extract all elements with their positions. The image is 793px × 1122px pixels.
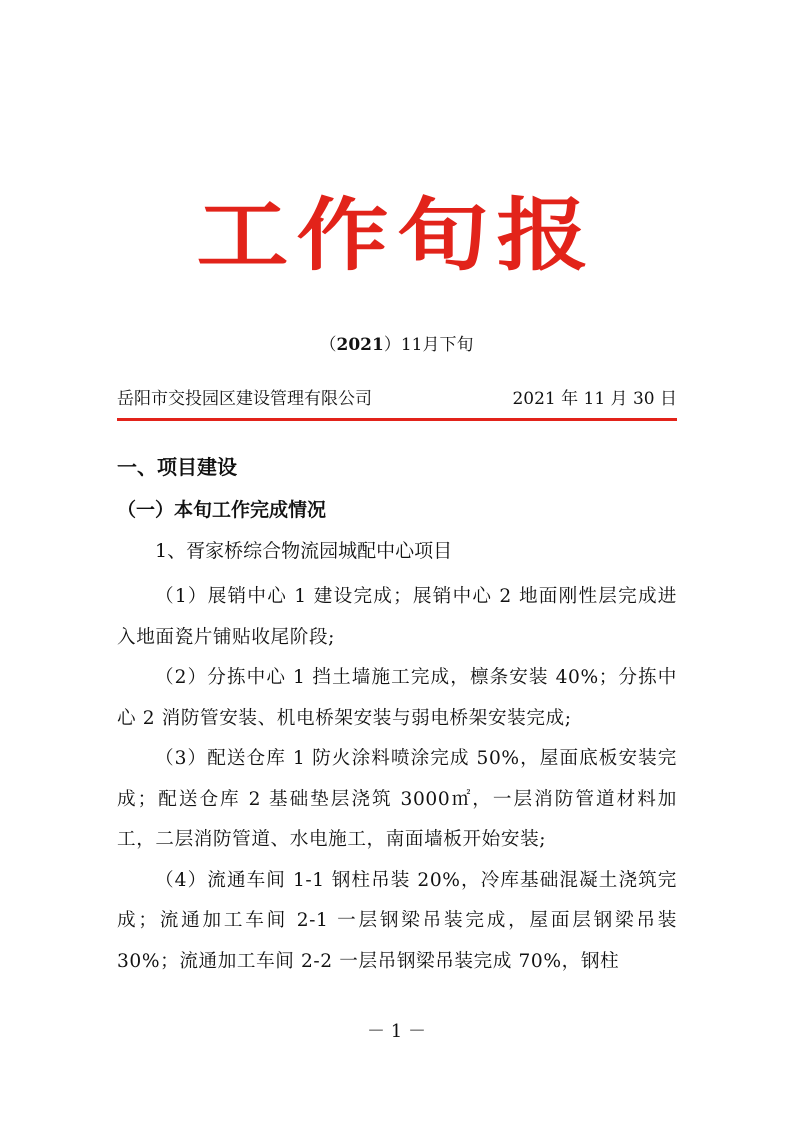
report-body — [117, 577, 677, 982]
subsection-heading: （一）本旬工作完成情况 — [117, 499, 327, 521]
issue-period-text: ）11月下旬 — [383, 335, 474, 355]
paragraph-item: （2）分拣中心 1 挡土墙施工完成，檩条安装 40%；分拣中心 2 消防管安装、机电桥架安装与弱电桥架安装完成; — [117, 667, 677, 729]
section-heading: 一、项目建设 — [117, 455, 237, 479]
red-divider-line — [117, 418, 677, 421]
issue-open-paren: （ — [319, 335, 337, 355]
paragraph-item: （4）流通车间 1-1 钢柱吊装 20%，冷库基础混凝土浇筑完成；流通加工车间 2-1 一层钢梁吊装完成，屋面层钢梁吊装 30%；流通加工车间 2-2 一层吊钢梁吊装完成 70%，钢柱 — [117, 869, 677, 972]
report-masthead-title: 工作旬报 — [196, 189, 597, 282]
issue-period — [0, 333, 793, 357]
project-heading: 1、胥家桥综合物流园城配中心项目 — [155, 540, 453, 562]
paragraph-item: （1）展销中心 1 建设完成；展销中心 2 地面刚性层完成进入地面瓷片铺贴收尾阶段; — [117, 586, 677, 648]
publish-date: 2021 年 11 月 30 日 — [512, 389, 677, 409]
organization-name: 岳阳市交投园区建设管理有限公司 — [117, 389, 372, 409]
page-number: － 1 － — [367, 1021, 426, 1042]
publisher-line — [117, 387, 677, 411]
issue-year: 2021 — [336, 335, 384, 355]
paragraph-item: （3）配送仓库 1 防火涂料喷涂完成 50%，屋面底板安装完成；配送仓库 2 基础垫层浇筑 3000㎡，一层消防管道材料加工，二层消防管道、水电施工，南面墙板开始安装; — [117, 748, 677, 850]
